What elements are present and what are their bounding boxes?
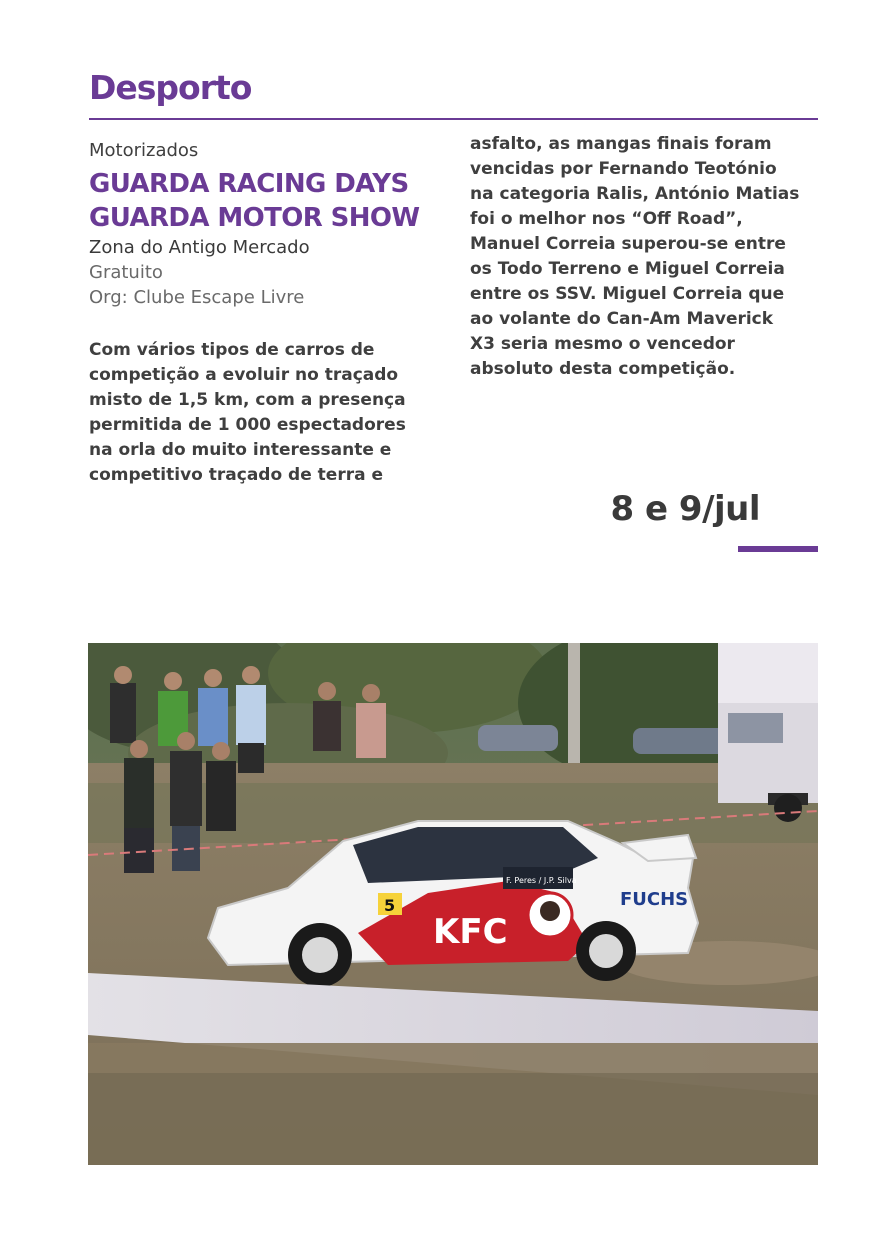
rally-car-photo [88,643,818,1165]
utility-pole [568,643,580,763]
article-paragraph-right: asfalto, as mangas finais foram vencidas por Fernando Teotónio na categoria Ralis, António Matias foi o melhor nos “Off Road”, Manuel Correia superou-se entre os Todo Terreno e Miguel Correia entre os SSV. Miguel Correia que ao volante do Can-Am Maverick X3 seria mesmo o vencedor absoluto desta competição. [470,134,800,379]
car-sponsor-logo: KFC [433,912,508,952]
section-title: Desporto [89,68,252,107]
article-paragraph-left: Com vários tipos de carros de competição a evoluir no traçado misto de 1,5 km, com a presença permitida de 1 000 espectadores na orla do muito interessante e competitivo traçado de terra e [89,340,406,485]
section-divider [89,118,818,120]
event-title-line-2: GUARDA MOTOR SHOW [89,203,420,233]
event-location: Zona do Antigo Mercado [89,237,310,258]
article-right-column [470,132,800,382]
article-left-column [89,138,439,488]
event-title [89,167,439,235]
event-price: Gratuito [89,262,163,283]
event-title-line-1: GUARDA RACING DAYS [89,169,409,199]
car-number: 5 [384,896,396,915]
crew-names: F. Peres / J.P. Silva [506,876,577,885]
date-underline [738,546,818,552]
car-sponsor-fuchs: FUCHS [620,889,689,910]
event-category: Motorizados [89,140,199,161]
service-truck [718,643,818,822]
event-organizer: Org: Clube Escape Livre [89,287,305,308]
event-date: 8 e 9/jul [610,489,760,529]
